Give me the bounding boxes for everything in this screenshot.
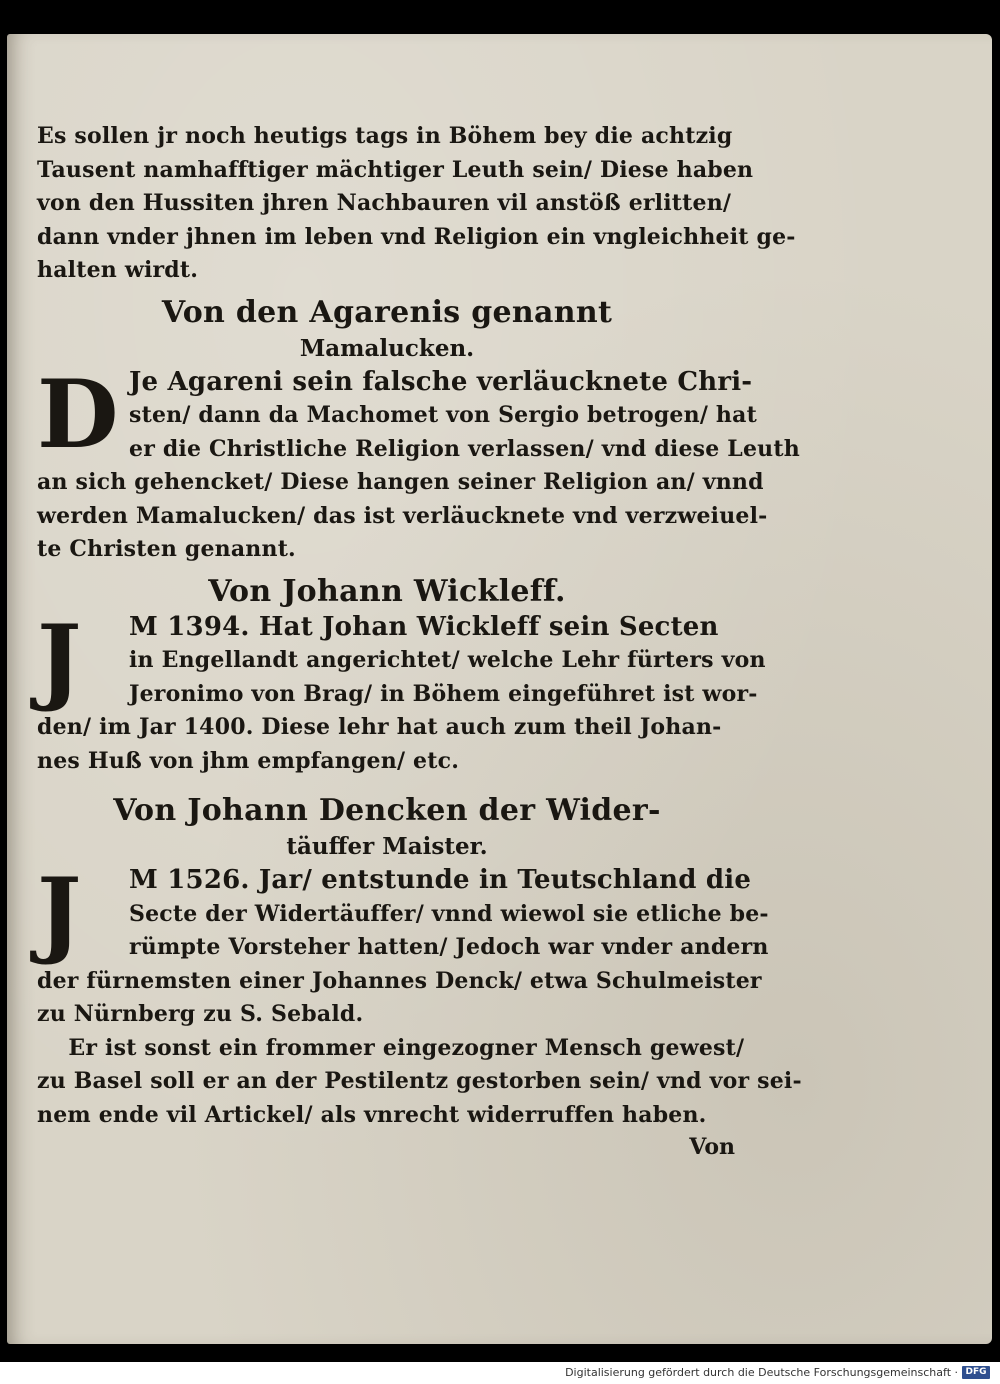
catchword: Von: [689, 1134, 735, 1160]
text-line: sten/ dann da Machomet von Sergio betrogen/ hat: [129, 402, 757, 428]
text-line: dann vnder jhnen im leben vnd Religion ein vngleichheit ge-: [37, 223, 796, 250]
text-line: den/ im Jar 1400. Diese lehr hat auch zum theil Johan-: [37, 714, 722, 740]
text-line: der fürnemsten einer Johannes Denck/ etwa Schulmeister: [37, 967, 762, 994]
text-line: an sich gehencket/ Diese hangen seiner Religion an/ vnnd: [37, 469, 764, 495]
paragraph-dencken: [37, 858, 802, 1132]
section-heading-dencken: Von Johann Dencken der Wider-: [113, 793, 661, 828]
paragraph-wickleff: [37, 604, 766, 779]
text-line: zu Basel soll er an der Pestilentz gestorben sein/ vnd vor sei-: [37, 1068, 802, 1094]
section-heading-wickleff: Von Johann Wickleff.: [208, 573, 566, 609]
text-line: nem ende vil Artickel/ als vnrecht widerruffen haben.: [37, 1101, 707, 1128]
text-line: halten wirdt.: [37, 257, 199, 283]
text-line: Es sollen jr noch heutigs tags in Böhem bey die achtzig: [37, 123, 733, 149]
text-line: te Christen genannt.: [37, 536, 296, 562]
text-line: zu Nürnberg zu S. Sebald.: [37, 1001, 364, 1027]
text-line: rümpte Vorsteher hatten/ Jedoch war vnder andern: [129, 934, 769, 960]
intro-paragraph: [37, 120, 796, 288]
book-page: [7, 34, 992, 1344]
section-heading-agarenis: Von den Agarenis genannt: [161, 294, 613, 330]
text-line: er die Christliche Religion verlassen/ vnd diese Leuth: [129, 435, 800, 462]
decorated-initial: D: [37, 359, 119, 470]
text-line: von den Hussiten jhren Nachbauren vil anstöß erlitten/: [37, 190, 732, 216]
text-line: M 1394. Hat Johan Wickleff sein Secten: [129, 611, 719, 642]
section-subheading-maister: täuffer Maister.: [286, 833, 488, 860]
funding-credit: Digitalisierung gefördert durch die Deutsche Forschungsgemeinschaft ·: [565, 1366, 958, 1379]
text-line: nes Huß von jhm empfangen/ etc.: [37, 747, 460, 774]
dfg-logo-icon: DFG: [962, 1366, 990, 1379]
text-line: in Engellandt angerichtet/ welche Lehr fürters von: [129, 647, 766, 673]
text-line: M 1526. Jar/ entstunde in Teutschland die: [129, 865, 752, 895]
text-line: werden Mamalucken/ das ist verläucknete vnd verzweiuel-: [37, 502, 768, 529]
text-line: Er ist sonst ein frommer eingezogner Mensch gewest/: [37, 1034, 745, 1061]
text-line: Secte der Widertäuffer/ vnnd wiewol sie etliche be-: [129, 900, 769, 927]
decorated-initial: J: [37, 604, 82, 715]
footer-bar: [0, 1362, 1000, 1384]
decorated-initial: J: [37, 858, 82, 968]
text-line: Je Agareni sein falsche verläucknete Chri-: [129, 366, 753, 397]
paragraph-agarenis: [37, 359, 800, 567]
page-text: [37, 120, 802, 1162]
text-line: Tausent namhafftiger mächtiger Leuth sein/ Diese haben: [37, 156, 754, 183]
section-subheading-mamalucken: Mamalucken.: [299, 334, 475, 362]
text-line: Jeronimo von Brag/ in Böhem eingeführet ist wor-: [129, 680, 758, 707]
